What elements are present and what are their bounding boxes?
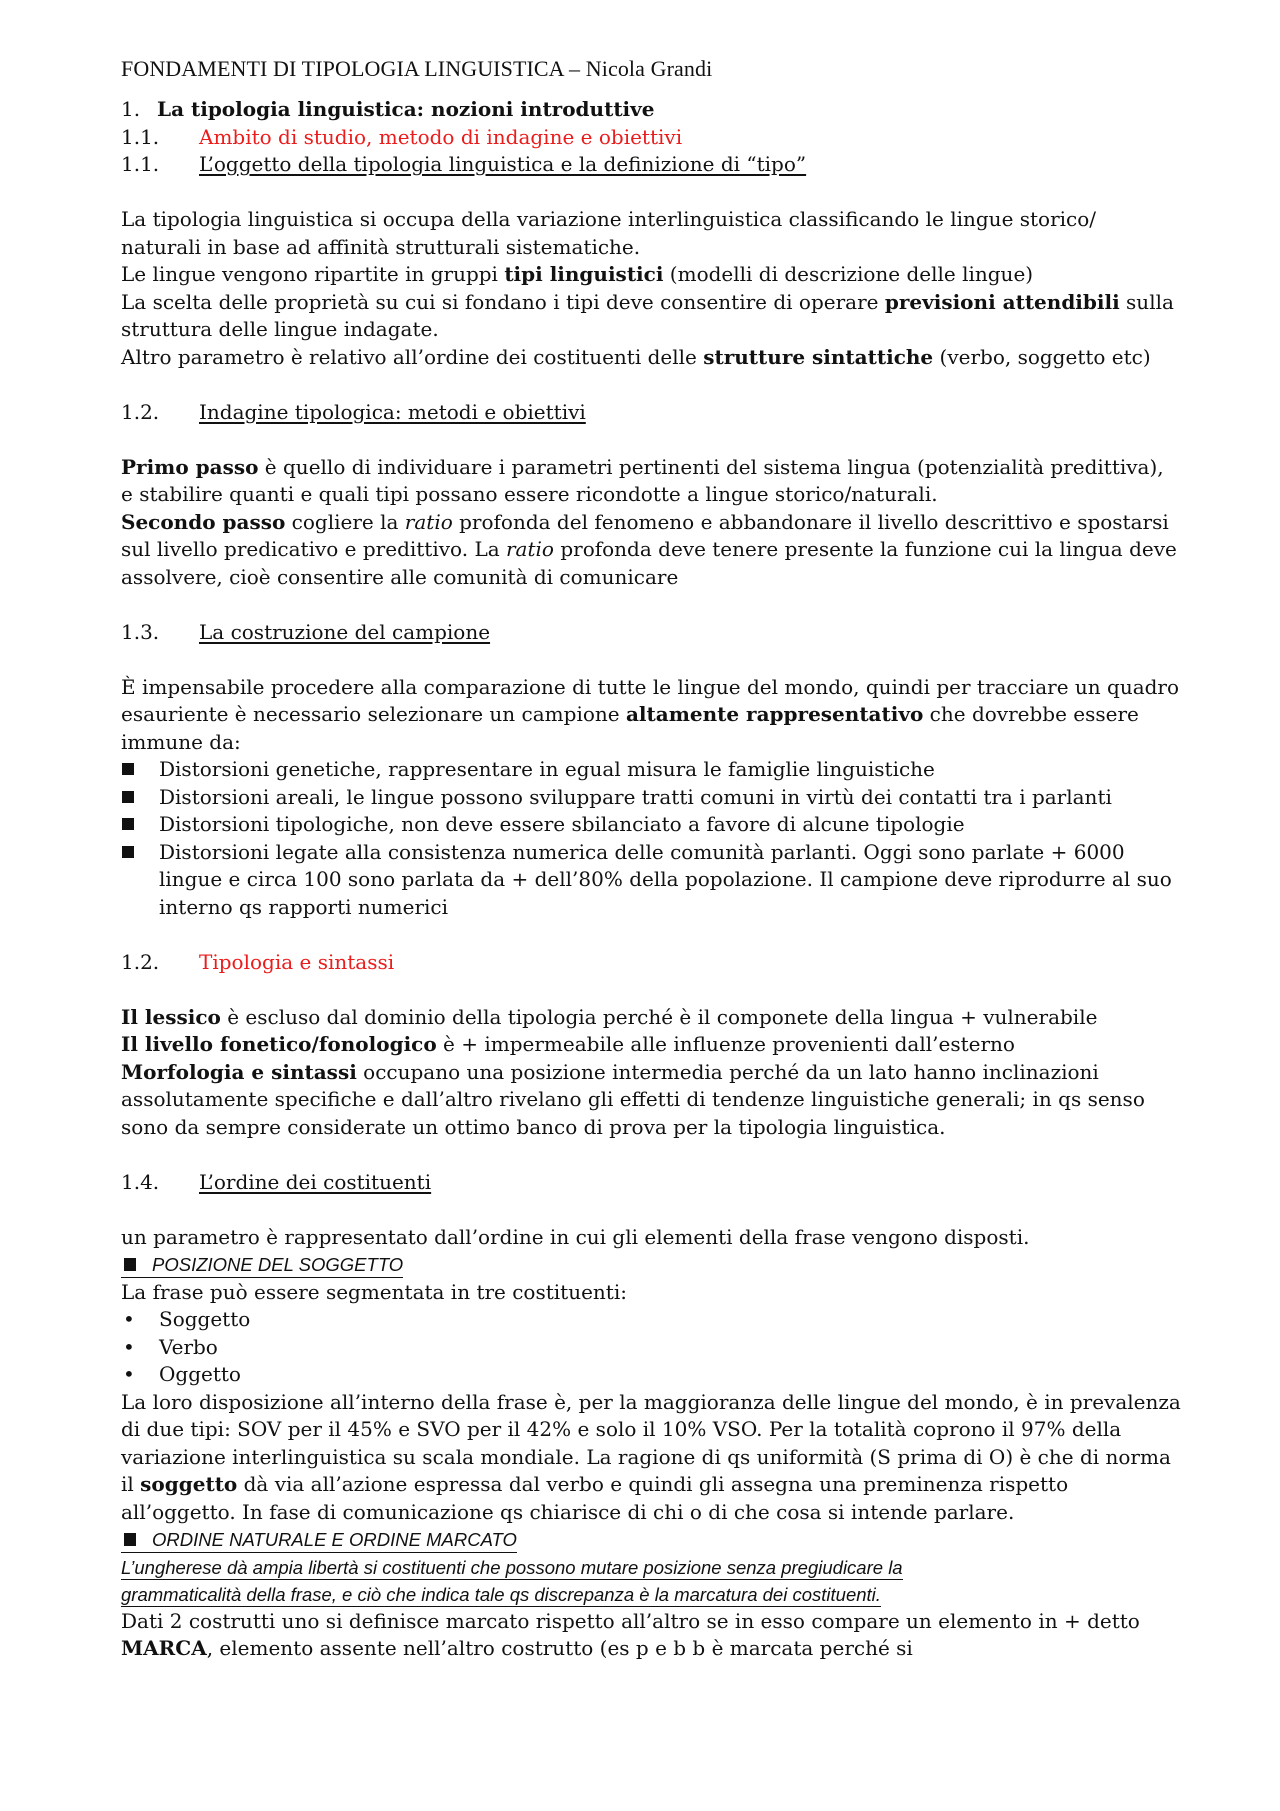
distortion-list bbox=[121, 756, 1181, 921]
section-number: 1.2. bbox=[121, 949, 160, 974]
list-item: • Verbo bbox=[121, 1334, 1181, 1362]
italic-note: L’ungherese dà ampia libertà si costituenti che possono mutare posizione senza pregiudicare la grammaticalità della frase, e ciò che indica tale qs discrepanza è la marcatura dei costituenti. bbox=[121, 1556, 903, 1605]
paragraph: Primo passo è quello di individuare i parametri pertinenti del sistema lingua (potenzialità predittiva), e stabilire quanti e quali tipi possano essere ricondotte a lingue storico/naturali. bbox=[121, 454, 1164, 506]
section-title: Tipologia e sintassi bbox=[199, 949, 395, 974]
paragraph: Dati 2 costrutti uno si definisce marcato rispetto all’altro se in esso compare un elemento in + detto MARCA, elemento assente nell’altro costrutto (es p e b b è marcata perché si bbox=[121, 1608, 1140, 1660]
paragraph: Il livello fonetico/fonologico è + impermeabile alle influenze provenienti dall’esterno bbox=[121, 1032, 1015, 1056]
paragraph: È impensabile procedere alla comparazione di tutte le lingue del mondo, quindi per tracciare un quadro esauriente è necessario selezionare un campione altamente rappresentativo che dovrebbe essere immune da: bbox=[121, 674, 1180, 754]
paragraph: Morfologia e sintassi occupano una posizione intermedia perché da un lato hanno inclinazioni assolutamente specifiche e dall’altro rivelano gli effetti di tendenze linguistiche generali; in qs senso sono da sempre considerate un ottimo banco di prova per la tipologia linguistica. bbox=[121, 1059, 1145, 1139]
section-title: La costruzione del campione bbox=[199, 619, 491, 644]
section-title: L’oggetto della tipologia linguistica e la definizione di “tipo” bbox=[199, 152, 807, 176]
section-heading-1-4 bbox=[121, 1169, 1181, 1197]
list-item: Distorsioni legate alla consistenza numerica delle comunità parlanti. Oggi sono parlate + 6000 lingue e circa 100 sono parlata da + dell’80% della popolazione. Il campione deve riprodurre al suo interno qs rapporti numerici bbox=[121, 839, 1181, 922]
section-number: 1.3. bbox=[121, 619, 160, 644]
section-heading-1-2 bbox=[121, 399, 1181, 427]
document-body bbox=[121, 56, 1181, 1663]
chapter-title: La tipologia linguistica: nozioni introduttive bbox=[157, 97, 655, 121]
section-number: 1.4. bbox=[121, 1169, 160, 1194]
list-item: • Soggetto bbox=[121, 1306, 1181, 1334]
paragraph: un parametro è rappresentato dall’ordine in cui gli elementi della frase vengono disposti. bbox=[121, 1224, 1030, 1249]
constituent-list bbox=[121, 1306, 1181, 1389]
square-bullet-icon bbox=[124, 1533, 136, 1546]
section-number: 1.2. bbox=[121, 399, 160, 424]
section-heading-1-3 bbox=[121, 619, 1181, 647]
chapter-number: 1. bbox=[121, 97, 141, 121]
section-heading-1-1a bbox=[121, 124, 1181, 152]
paragraph: Le lingue vengono ripartite in gruppi tipi linguistici (modelli di descrizione delle lingue) bbox=[121, 262, 1034, 286]
section-heading-tipologia-sintassi bbox=[121, 949, 1181, 977]
section-number: 1.1. bbox=[121, 124, 160, 149]
paragraph: La loro disposizione all’interno della frase è, per la maggioranza delle lingue del mondo, è in prevalenza di due tipi: SOV per il 45% e SVO per il 42% e solo il 10% VSO. Per la totalità coprono il 97% della variazione interlinguistica su scala mondiale. La ragione di qs uniformità (S prima di O) è che di norma il soggetto dà via all’azione espressa dal verbo e quindi gli assegna una preminenza rispetto all’oggetto. In fase di comunicazione qs chiarisce di chi o di che cosa si intende parlare. bbox=[121, 1389, 1181, 1524]
paragraph: Il lessico è escluso dal dominio della tipologia perché è il componete della lingua + vulnerabile bbox=[121, 1004, 1098, 1029]
chapter-heading bbox=[121, 96, 1181, 124]
section-heading-1-1b bbox=[121, 151, 1181, 179]
section-title: L’ordine dei costituenti bbox=[199, 1169, 432, 1194]
list-item: Distorsioni genetiche, rappresentare in egual misura le famiglie linguistiche bbox=[121, 756, 1181, 784]
paragraph: La frase può essere segmentata in tre costituenti: bbox=[121, 1279, 627, 1304]
section-title: Indagine tipologica: metodi e obiettivi bbox=[199, 399, 586, 424]
section-number: 1.1. bbox=[121, 152, 160, 176]
paragraph: Secondo passo cogliere la ratio profonda del fenomeno e abbandonare il livello descrittivo e spostarsi sul livello predicativo e predittivo. La ratio profonda deve tenere presente la funzione cui la lingua deve assolvere, cioè consentire alle comunità di comunicare bbox=[121, 509, 1177, 589]
paragraph: Altro parametro è relativo all’ordine dei costituenti delle strutture sintattiche (verbo, soggetto etc) bbox=[121, 344, 1151, 369]
square-bullet-icon bbox=[124, 1258, 136, 1271]
paragraph: La scelta delle proprietà su cui si fondano i tipi deve consentire di operare previsioni attendibili sulla struttura delle lingue indagate. bbox=[121, 289, 1174, 341]
paragraph: La tipologia linguistica si occupa della variazione interlinguistica classificando le lingue storico/ naturali in base ad affinità strutturali sistematiche. bbox=[121, 207, 1097, 259]
subheading-ordine: ORDINE NATURALE E ORDINE MARCATO bbox=[121, 1526, 1181, 1554]
list-item: Distorsioni tipologiche, non deve essere sbilanciato a favore di alcune tipologie bbox=[121, 811, 1181, 839]
list-item: Distorsioni areali, le lingue possono sviluppare tratti comuni in virtù dei contatti tra i parlanti bbox=[121, 784, 1181, 812]
subheading-posizione: POSIZIONE DEL SOGGETTO bbox=[121, 1251, 1181, 1279]
section-title: Ambito di studio, metodo di indagine e obiettivi bbox=[199, 124, 683, 149]
document-header: FONDAMENTI DI TIPOLOGIA LINGUISTICA – Nicola Grandi bbox=[121, 56, 713, 81]
list-item: • Oggetto bbox=[121, 1361, 1181, 1389]
